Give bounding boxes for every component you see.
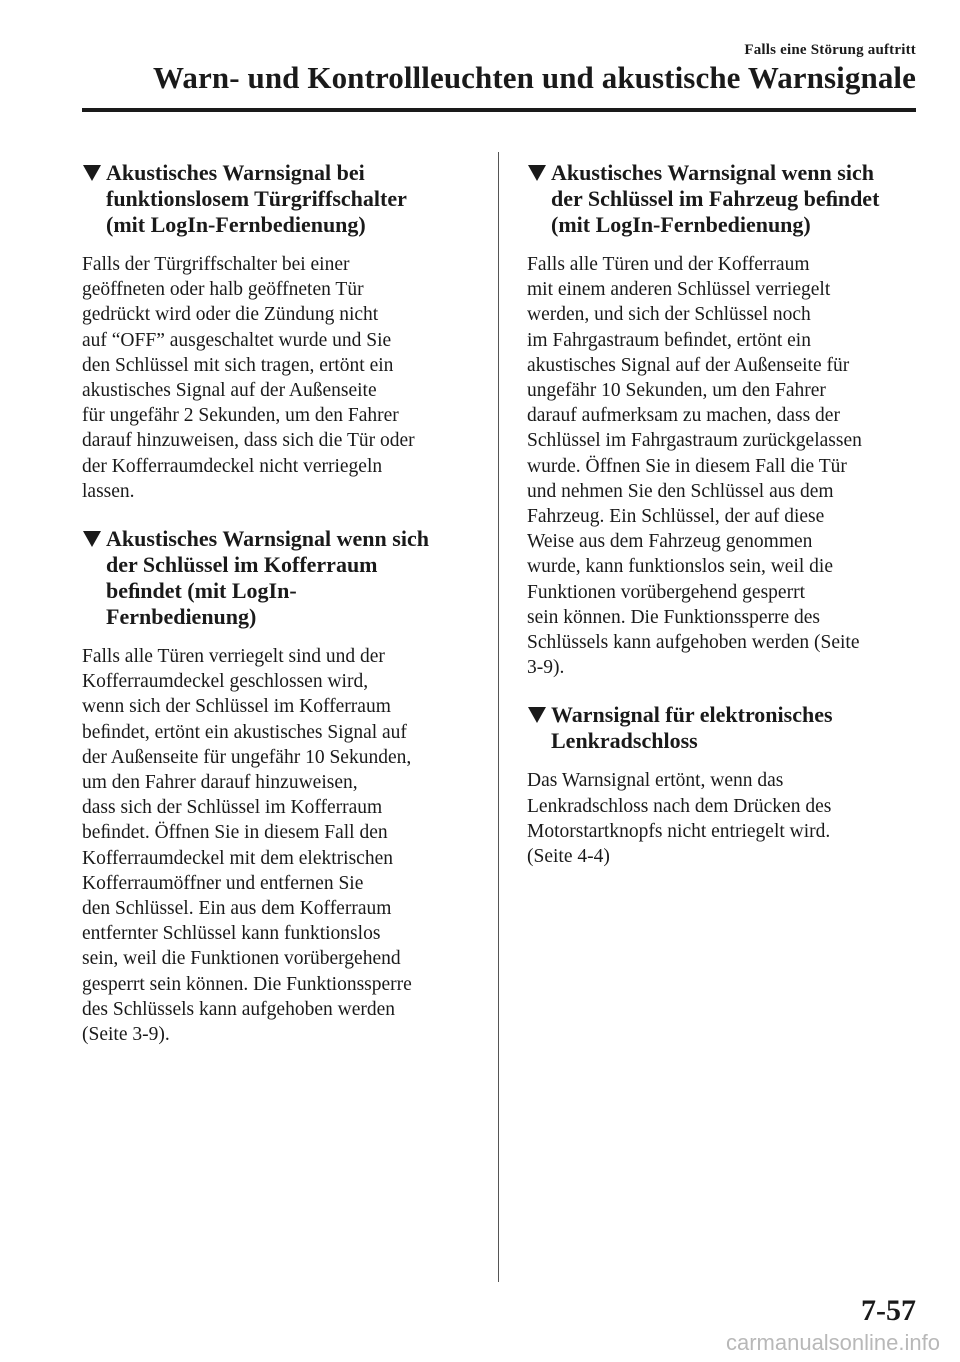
section-body: Das Warnsignal ertönt, wenn das Lenkradschloss nach dem Drücken des Motorstartknopfs nicht entriegelt wird. (Seite 4-4) <box>527 770 832 868</box>
section-key-in-vehicle <box>527 160 919 680</box>
triangle-bullet-icon <box>83 165 101 181</box>
section-body: Falls der Türgriffschalter bei einer geöffneten oder halb geöffneten Tür gedrückt wird oder die Zündung nicht auf “OFF” ausgeschaltet wurde und Sie den Schlüssel mit sich tragen, ertönt ein akustisches Signal auf der Außenseite für ungefähr 2 Sekunden, um den Fahrer darauf hinzuweisen, dass sich die Tür oder der Kofferraumdeckel nicht verriegeln lassen. <box>82 254 415 502</box>
section-body: Falls alle Türen und der Kofferraum mit einem anderen Schlüssel verriegelt werden, und sich der Schlüssel noch im Fahrgastraum beﬁndet, ertönt ein akustisches Signal auf der Außenseite für ungefähr 10 Sekunden, um den Fahrer darauf aufmerksam zu machen, dass der Schlüssel im Fahrgastraum zurückgelassen wurde. Öffnen Sie in diesem Fall die Tür und nehmen Sie den Schlüssel aus dem Fahrzeug. Ein Schlüssel, der auf diese Weise aus dem Fahrzeug genommen wurde, kann funktionslos sein, weil die Funktionen vorübergehend gesperrt sein können. Die Funktionssperre des Schlüssels kann aufgehoben werden (Seite 3-9). <box>527 254 862 679</box>
section-heading-text: Warnsignal für elektronisches Lenkradschloss <box>551 702 833 754</box>
section-heading <box>527 702 919 754</box>
section-door-handle-switch <box>82 160 472 504</box>
watermark: carmanualsonline.info <box>725 1330 940 1355</box>
right-column <box>527 160 919 891</box>
chapter-subtitle: Falls eine Störung auftritt <box>744 42 916 58</box>
section-heading-text: Akustisches Warnsignal bei funktionslosem Türgriffschalter (mit LogIn-Fernbedienung) <box>106 160 407 237</box>
section-heading <box>82 526 472 630</box>
section-steering-lock <box>527 702 919 869</box>
left-column <box>82 160 472 1069</box>
page-title: Warn- und Kontrollleuchten und akustische Warnsignale <box>153 60 916 95</box>
section-heading <box>82 160 472 238</box>
section-heading <box>527 160 919 238</box>
triangle-bullet-icon <box>528 707 546 723</box>
triangle-bullet-icon <box>528 165 546 181</box>
section-body: Falls alle Türen verriegelt sind und der Kofferraumdeckel geschlossen wird, wenn sich der Schlüssel im Kofferraum beﬁndet, ertönt ein akustisches Signal auf der Außenseite für ungefähr 10 Sekunden, um den Fahrer darauf hinzuweisen, dass sich der Schlüssel im Kofferraum beﬁndet. Öffnen Sie in diesem Fall den Kofferraumdeckel mit dem elektrischen Kofferraumöffner und entfernen Sie den Schlüssel. Ein aus dem Kofferraum entfernter Schlüssel kann funktionslos sein, weil die Funktionen vorübergehend gesperrt sein können. Die Funktionssperre des Schlüssels kann aufgehoben werden (Seite 3-9). <box>82 646 412 1046</box>
triangle-bullet-icon <box>83 531 101 547</box>
section-heading-text: Akustisches Warnsignal wenn sich der Schlüssel im Fahrzeug beﬁndet (mit LogIn-Fernbedienung) <box>551 160 880 237</box>
column-divider <box>498 152 499 1282</box>
section-key-in-trunk <box>82 526 472 1047</box>
page-number: 7-57 <box>861 1294 916 1327</box>
section-heading-text: Akustisches Warnsignal wenn sich der Schlüssel im Kofferraum beﬁndet (mit LogIn- Fernbedienung) <box>106 526 429 630</box>
header-rule <box>82 108 916 112</box>
